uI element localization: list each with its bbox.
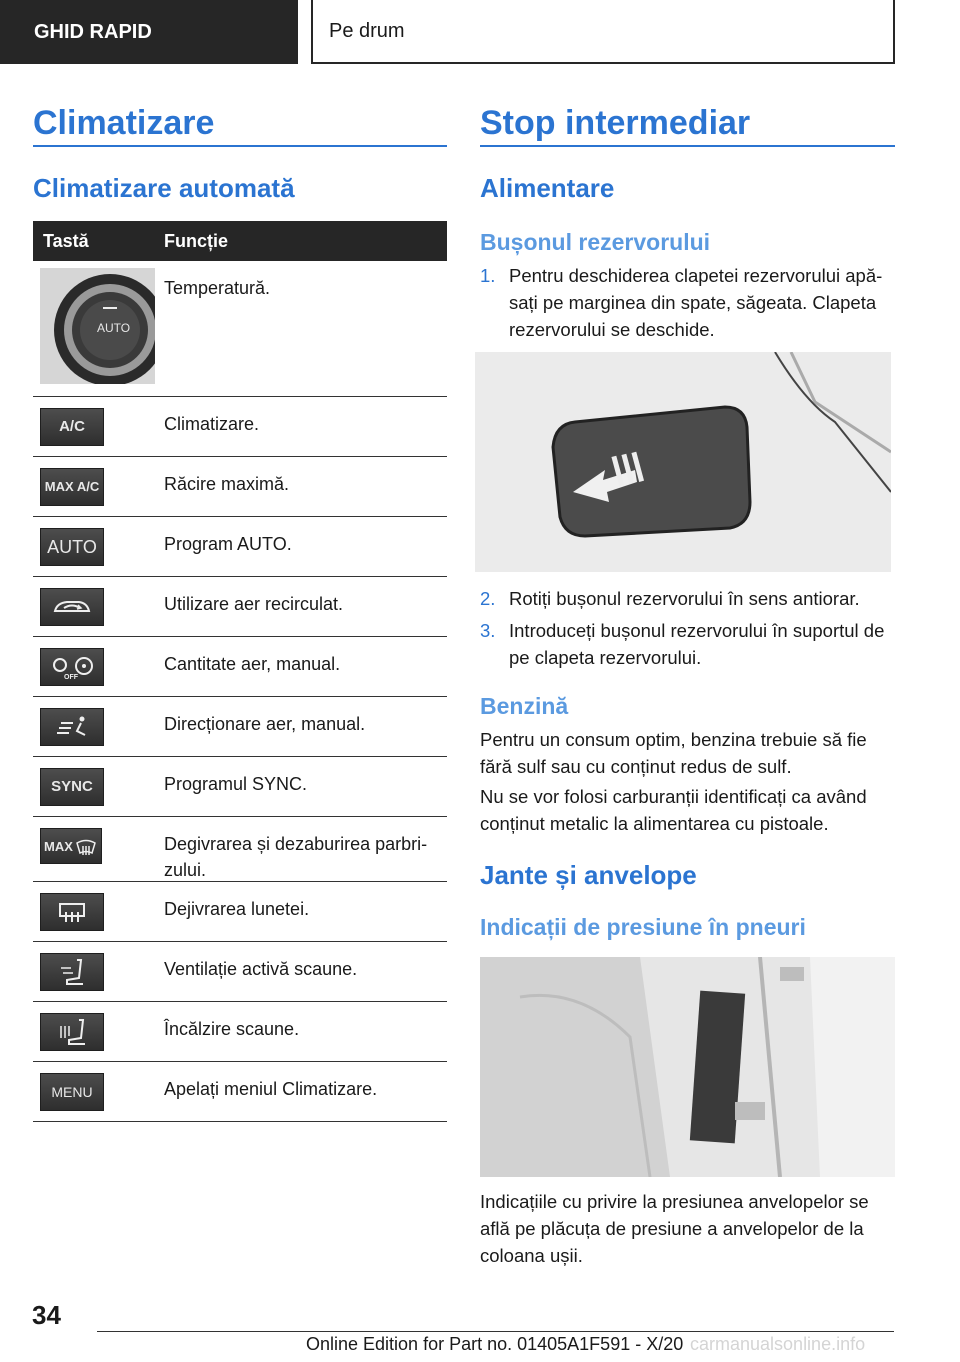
petrol-heading: Benzină — [480, 693, 569, 719]
table-row — [33, 577, 447, 637]
function-text: Temperatură. — [164, 278, 271, 298]
step-number: 3. — [480, 620, 496, 641]
rear-defrost-icon — [47, 894, 97, 930]
col-key-header: Tastă — [43, 231, 89, 251]
page-number: 34 — [32, 1300, 61, 1330]
recirculation-key — [40, 588, 104, 626]
max-label: MAX — [44, 839, 73, 854]
watermark: carmanualsonline.info — [690, 1334, 866, 1354]
windshield-defrost-icon — [75, 837, 97, 857]
seat-ventilation-icon — [47, 954, 97, 990]
auto-key: AUTO — [40, 528, 104, 566]
fuel-flap-image — [475, 352, 891, 572]
seat-heating-key — [40, 1013, 104, 1051]
svg-text:OFF: OFF — [64, 674, 78, 681]
table-row — [33, 817, 447, 882]
table-row — [33, 457, 447, 517]
rear-defrost-key — [40, 893, 104, 931]
function-text: Apelați meniul Climatizare. — [164, 1079, 378, 1099]
function-text: Program AUTO. — [164, 534, 292, 554]
pressure-paragraph: Indicațiile cu privire la presiunea anvelopelor se află pe plăcuța de presiune a anvelopelor de la coloana ușii. — [480, 1191, 869, 1266]
function-text: Direcționare aer, manual. — [164, 714, 366, 734]
step-text: Pentru deschiderea clapetei rezervorului apăsați pe marginea din spate, săgeata. Clapeta rezervorului se deschide. — [509, 265, 883, 340]
dial-auto-label: AUTO — [97, 321, 131, 335]
function-text: Dejivrarea lunetei. — [164, 899, 310, 919]
table-row — [33, 261, 447, 397]
air-distribution-key — [40, 708, 104, 746]
seat-heating-icon — [47, 1014, 97, 1050]
temperature-dial-image — [40, 268, 155, 384]
door-pillar-image — [480, 957, 895, 1177]
table-row — [33, 517, 447, 577]
climate-table — [33, 221, 447, 1122]
table-row — [33, 882, 447, 942]
function-text: Răcire maximă. — [164, 474, 290, 494]
fan-icon — [44, 649, 100, 685]
function-text: Încălzire scaune. — [164, 1019, 300, 1039]
table-row — [33, 942, 447, 1002]
left-title: Climatizare — [33, 104, 215, 142]
recirculation-icon — [47, 589, 97, 625]
left-subtitle: Climatizare automată — [33, 173, 295, 203]
menu-key: MENU — [40, 1073, 104, 1111]
edition-text: Online Edition for Part no. 01405A1F591 - X/20 — [306, 1334, 684, 1354]
chapter-label: Pe drum — [311, 0, 895, 64]
right-title: Stop intermediar — [480, 104, 751, 142]
step-number: 1. — [480, 265, 496, 286]
table-row — [33, 1062, 447, 1122]
max-defrost-key — [40, 828, 102, 864]
function-text: Ventilație activă scaune. — [164, 959, 358, 979]
max-ac-key: MAX A/C — [40, 468, 104, 506]
pressure-heading: Indicații de presiune în pneuri — [480, 914, 806, 940]
table-row — [33, 757, 447, 817]
table-row — [33, 637, 447, 697]
table-header — [33, 221, 447, 261]
function-text: Programul SYNC. — [164, 774, 308, 794]
table-row — [33, 697, 447, 757]
section-label: GHID RAPID — [0, 0, 298, 64]
petrol-paragraph-1: Pentru un consum optim, benzina trebuie să fie fără sulf sau cu conținut redus de sulf. — [480, 729, 867, 777]
wheels-heading: Jante și anvelope — [480, 860, 697, 890]
step-number: 2. — [480, 588, 496, 609]
left-title-rule — [33, 145, 447, 147]
table-row — [33, 1002, 447, 1062]
table-row — [33, 397, 447, 457]
ac-key: A/C — [40, 408, 104, 446]
function-text: Degivrarea și dezaburirea parbrizului. — [164, 834, 428, 880]
fuel-cap-heading: Bușonul rezervorului — [480, 229, 711, 255]
seat-ventilation-key — [40, 953, 104, 991]
petrol-paragraph-2: Nu se vor folosi carburanții identificați ca având conținut metalic la alimentarea cu pistoale. — [480, 786, 867, 834]
step-text: Rotiți bușonul rezervorului în sens antiorar. — [509, 588, 860, 609]
right-title-rule — [480, 145, 895, 147]
function-text: Utilizare aer recirculat. — [164, 594, 344, 614]
air-distribution-icon — [47, 709, 97, 745]
function-text: Climatizare. — [164, 414, 260, 434]
sync-key: SYNC — [40, 768, 104, 806]
footer-rule — [97, 1331, 894, 1332]
fan-key — [40, 648, 104, 686]
function-text: Cantitate aer, manual. — [164, 654, 341, 674]
step-text: Introduceți bușonul rezervorului în suportul de pe clapeta rezervorului. — [509, 620, 885, 668]
fuel-heading: Alimentare — [480, 173, 615, 203]
col-function-header: Funcție — [164, 231, 229, 251]
page-header — [0, 0, 960, 66]
